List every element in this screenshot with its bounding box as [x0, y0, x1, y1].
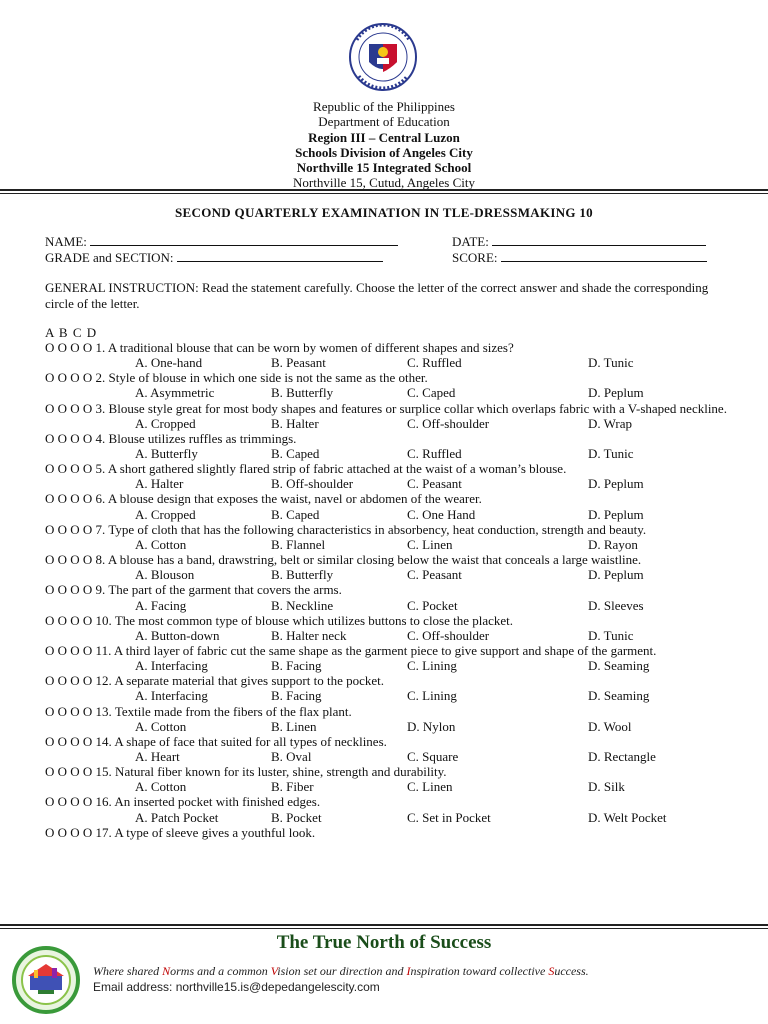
question-item [45, 401, 735, 431]
vision-text: orms and a common [170, 964, 271, 978]
choice-option: A. Asymmetric [135, 385, 215, 401]
choice-option: D. Tunic [588, 446, 634, 462]
choice-row [45, 416, 735, 431]
choice-option: B. Flannel [271, 536, 326, 552]
choice-option: C. Pocket [407, 597, 458, 613]
question-item [45, 340, 735, 370]
choice-option: D. Wrap [588, 415, 633, 431]
choice-option: D. Peplum [588, 506, 644, 522]
question-stem: O O O O 10. The most common type of blouse which utilizes buttons to close the placket. [45, 612, 514, 628]
question-item [45, 764, 735, 794]
question-item [45, 825, 735, 840]
choice-option: C. Lining [407, 658, 457, 674]
question-stem: O O O O 14. A shape of face that suited for all types of necklines. [45, 733, 387, 749]
question-item [45, 431, 735, 461]
question-item [45, 794, 735, 824]
choice-option: D. Nylon [407, 718, 456, 734]
question-stem: O O O O 3. Blouse style great for most body shapes and features or surplice collar which overlaps fabric with a V-shaped neckline. [45, 400, 727, 416]
vision-text: Where shared [93, 964, 163, 978]
school-logo [12, 946, 80, 1014]
choice-option: D. Peplum [588, 385, 644, 401]
answer-column-header: A B C D [45, 325, 98, 340]
choice-option: C. Ruffled [407, 355, 462, 371]
choice-row [45, 688, 735, 703]
choice-option: B. Halter neck [271, 627, 347, 643]
choice-option: B. Peasant [271, 355, 326, 371]
vision-highlight-i: I [406, 964, 411, 978]
choice-row [45, 749, 735, 764]
name-label: NAME: [45, 234, 87, 249]
footer-motto: The True North of Success [276, 932, 492, 953]
footer-divider [0, 924, 768, 926]
choice-option: B. Caped [271, 446, 320, 462]
question-stem: O O O O 6. A blouse design that exposes the waist, navel or abdomen of the wearer. [45, 491, 482, 507]
choice-option: D. Tunic [588, 627, 634, 643]
question-item [45, 461, 735, 491]
choice-option: A. Facing [135, 597, 187, 613]
question-item [45, 522, 735, 552]
question-item [45, 552, 735, 582]
choice-row [45, 719, 735, 734]
score-label: SCORE: [452, 250, 498, 265]
choice-option: C. Off-shoulder [407, 627, 490, 643]
date-label: DATE: [452, 234, 489, 249]
vision-highlight-s: S [548, 964, 555, 978]
exam-title: SECOND QUARTERLY EXAMINATION IN TLE-DRESSMAKING 10 [175, 205, 593, 220]
question-stem: O O O O 2. Style of blouse in which one side is not the same as the other. [45, 370, 428, 386]
header-department: Department of Education [318, 114, 450, 130]
choice-row [45, 810, 735, 825]
question-item [45, 734, 735, 764]
choice-option: B. Halter [271, 415, 319, 431]
choice-option: C. Linen [407, 536, 453, 552]
choice-row [45, 385, 735, 400]
choice-row [45, 628, 735, 643]
choice-option: B. Butterfly [271, 567, 334, 583]
choice-option: C. Caped [407, 385, 456, 401]
header-divider [0, 189, 768, 191]
choice-option: C. Set in Pocket [407, 809, 491, 825]
choice-option: C. Peasant [407, 567, 462, 583]
choice-option: B. Fiber [271, 779, 314, 795]
choice-option: D. Welt Pocket [588, 809, 667, 825]
choice-option: B. Neckline [271, 597, 334, 613]
grade-section-blank[interactable] [177, 250, 383, 262]
choice-row [45, 779, 735, 794]
question-stem: O O O O 5. A short gathered slightly flared strip of fabric attached at the waist of a woman’s blouse. [45, 461, 567, 477]
choice-option: D. Peplum [588, 567, 644, 583]
question-item [45, 582, 735, 612]
score-field[interactable] [452, 250, 707, 266]
grade-section-label: GRADE and SECTION: [45, 250, 174, 265]
question-stem: O O O O 15. Natural fiber known for its luster, shine, strength and durability. [45, 764, 447, 780]
name-blank[interactable] [90, 234, 398, 246]
choice-option: A. Halter [135, 476, 184, 492]
name-field[interactable] [45, 234, 398, 250]
choice-option: D. Tunic [588, 355, 634, 371]
choice-option: A. One-hand [135, 355, 203, 371]
choice-row [45, 476, 735, 491]
choice-option: C. Ruffled [407, 446, 462, 462]
question-stem: O O O O 17. A type of sleeve gives a youthful look. [45, 824, 316, 840]
choice-option: B. Facing [271, 688, 322, 704]
choice-option: A. Cropped [135, 506, 196, 522]
question-stem: O O O O 7. Type of cloth that has the following characteristics in absorbency, heat conduction, strength and beauty. [45, 521, 647, 537]
question-stem: O O O O 12. A separate material that gives support to the pocket. [45, 673, 385, 689]
vision-text: ision set our direction and [277, 964, 407, 978]
choice-row [45, 658, 735, 673]
choice-option: B. Off-shoulder [271, 476, 354, 492]
question-item [45, 704, 735, 734]
choice-row [45, 355, 735, 370]
choice-option: A. Button-down [135, 627, 220, 643]
choice-option: D. Silk [588, 779, 625, 795]
question-stem: O O O O 9. The part of the garment that covers the arms. [45, 582, 342, 598]
choice-option: A. Interfacing [135, 658, 208, 674]
choice-option: B. Oval [271, 749, 312, 765]
choice-option: C. Off-shoulder [407, 415, 490, 431]
question-stem: O O O O 1. A traditional blouse that can be worn by women of different shapes and sizes? [45, 340, 514, 355]
choice-option: C. Lining [407, 688, 457, 704]
header-address: Northville 15, Cutud, Angeles City [293, 175, 475, 191]
question-stem: O O O O 13. Textile made from the fibers of the flax plant. [45, 703, 352, 719]
choice-option: A. Butterfly [135, 446, 198, 462]
header-school-name: Northville 15 Integrated School [296, 160, 472, 176]
footer-divider-thin [0, 928, 768, 929]
date-blank[interactable] [492, 234, 706, 246]
date-field[interactable] [452, 234, 706, 250]
choice-option: A. Interfacing [135, 688, 208, 704]
choice-row [45, 598, 735, 613]
vision-text: nspiration toward collective [410, 964, 549, 978]
choice-row [45, 537, 735, 552]
choice-option: D. Wool [588, 718, 632, 734]
choice-option: D. Seaming [588, 658, 650, 674]
choice-option: D. Sleeves [588, 597, 644, 613]
choice-option: A. Patch Pocket [135, 809, 219, 825]
vision-highlight-n: N [162, 964, 171, 978]
footer-email: Email address: northville15.is@depedangelescity.com [93, 980, 380, 994]
question-item [45, 491, 735, 521]
header-republic: Republic of the Philippines [313, 99, 455, 114]
question-list [45, 340, 735, 840]
question-stem: O O O O 16. An inserted pocket with finished edges. [45, 794, 321, 810]
grade-section-field[interactable] [45, 250, 383, 266]
header-division: Schools Division of Angeles City [295, 144, 473, 160]
choice-option: C. Square [407, 749, 459, 765]
question-item [45, 370, 735, 400]
header-region: Region III – Central Luzon [308, 129, 460, 145]
vision-text: uccess. [554, 964, 589, 978]
choice-option: D. Seaming [588, 688, 650, 704]
choice-option: D. Rectangle [588, 749, 656, 765]
footer-vision-statement [93, 964, 589, 979]
question-stem: O O O O 4. Blouse utilizes ruffles as trimmings. [45, 430, 297, 446]
choice-option: B. Butterfly [271, 385, 334, 401]
question-item [45, 613, 735, 643]
choice-row [45, 567, 735, 582]
deped-seal-logo [337, 22, 429, 92]
choice-option: A. Blouson [135, 567, 195, 583]
choice-option: B. Facing [271, 658, 322, 674]
question-item [45, 673, 735, 703]
choice-option: D. Peplum [588, 476, 644, 492]
choice-option: B. Pocket [271, 809, 322, 825]
question-stem: O O O O 8. A blouse has a band, drawstring, belt or similar closing below the waist that conceals a large waistline. [45, 552, 642, 568]
question-stem: O O O O 11. A third layer of fabric cut the same shape as the garment piece to give support and shape of the garment. [45, 642, 657, 658]
choice-option: B. Caped [271, 506, 320, 522]
choice-option: A. Cropped [135, 415, 196, 431]
choice-option: A. Cotton [135, 536, 187, 552]
choice-row [45, 507, 735, 522]
score-blank[interactable] [501, 250, 707, 262]
choice-option: A. Heart [135, 749, 180, 765]
header-divider-thin [0, 193, 768, 194]
choice-option: A. Cotton [135, 779, 187, 795]
choice-option: C. Linen [407, 779, 453, 795]
choice-option: C. One Hand [407, 506, 476, 522]
choice-option: C. Peasant [407, 476, 462, 492]
vision-highlight-v: V [270, 964, 278, 978]
choice-option: D. Rayon [588, 536, 638, 552]
general-instruction: GENERAL INSTRUCTION: Read the statement carefully. Choose the letter of the correct answer and shade the corresponding circle of the letter. [45, 280, 709, 311]
choice-option: A. Cotton [135, 718, 187, 734]
choice-row [45, 446, 735, 461]
choice-option: B. Linen [271, 718, 317, 734]
school-header [0, 99, 768, 191]
question-item [45, 643, 735, 673]
